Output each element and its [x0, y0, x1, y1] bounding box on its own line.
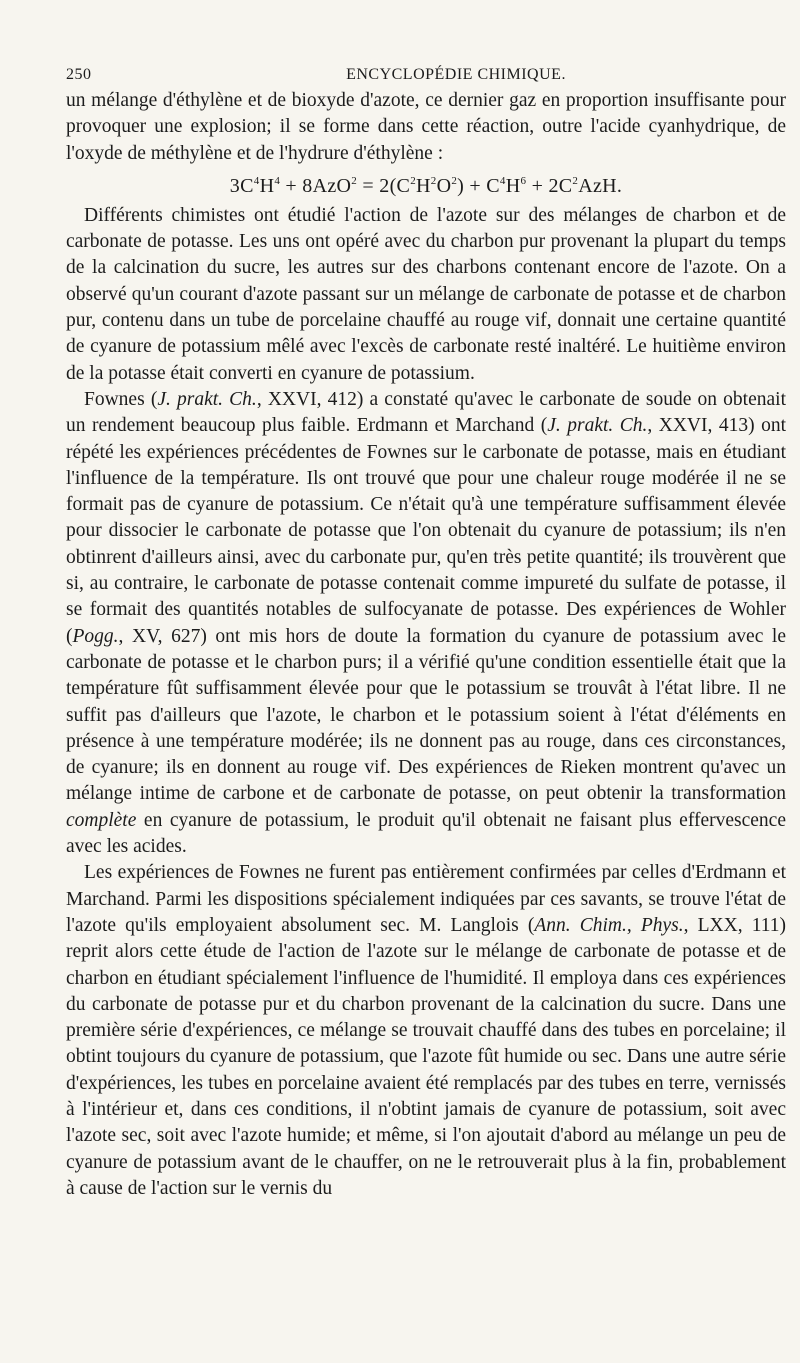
paragraph-1: un mélange d'éthylène et de bioxyde d'azote, ce dernier gaz en proportion insuffisante pour provoquer une explosion; il se forme dans cette réaction, outre l'acide cyanhydrique, de l'oxyde de méthylène et de l'hydrure d'éthylène : [66, 90, 786, 164]
chemical-equation: $3C^4H^4 + 8AzO^2 = 2(C^2H^2O^2) + C^4H^6 + 2C^2AzH$. [229, 174, 623, 197]
running-head [66, 58, 786, 88]
running-title: ENCYCLOPÉDIE CHIMIQUE. [346, 66, 566, 83]
emphasis: complète [66, 809, 137, 831]
citation: Ann. Chim., Phys. [534, 914, 684, 936]
citation: J. prakt. Ch. [547, 415, 648, 437]
body-text [66, 88, 786, 1202]
page-number: 250 [66, 66, 92, 83]
paragraph-3: Fownes (J. prakt. Ch., XXVI, 412) a constaté qu'avec le carbonate de soude on obtenait un rendement beaucoup plus faible. Erdmann et Marchand (J. prakt. Ch., XXVI, 413) ont répété les expériences précédentes de Fownes sur le carbonate de potasse, mais en étudiant l'influence de la température. Ils ont trouvé que pour une chaleur rouge modérée il ne se formait pas de cyanure de potassium. Ce n'était qu'à une température suffisamment élevée pour dissocier le carbonate de potasse que l'on obtenait du cyanure de potassium; ils n'en obtinrent d'ailleurs ainsi, avec du carbonate pur, qu'en très petite quantité; ils trouvèrent que si, au contraire, le carbonate de potasse contenait comme impureté du sulfate de potasse, il se formait des quantités notables de sulfocyanate de potasse. Des expériences de Wohler (Pogg., XV, 627) ont mis hors de doute la formation du cyanure de potassium avec le carbonate de potasse et le charbon purs; il a vérifié qu'une condition essentielle était que la température fût suffisamment élevée pour que le potassium se trouvât à l'état libre. Il ne suffit pas d'ailleurs que l'azote, le charbon et le potassium soient à l'état d'éléments en présence à une température modérée; ils ne donnent pas au rouge, dans ces circonstances, de cyanure; ils en donnent au rouge vif. Des expériences de Rieken montrent qu'avec un mélange intime de carbone et de carbonate de potasse, on peut obtenir la transformation complète en cyanure de potassium, le produit qu'il obtenait ne faisant plus effervescence avec les acides. [66, 388, 787, 858]
paragraph-4: Les expériences de Fownes ne furent pas entièrement confirmées par celles d'Erdmann et Marchand. Parmi les dispositions spécialement indiquées par ces savants, se trouve l'état de l'azote qu'ils employaient absolument sec. M. Langlois (Ann. Chim., Phys., LXX, 111) reprit alors cette étude de l'action de l'azote sur le mélange de carbonate de potasse et de charbon en étudiant spécialement l'influence de l'humidité. Il employa dans ces expériences du carbonate de potasse pur et du charbon provenant de la calcination du sucre. Dans une première série d'expériences, ce mélange se trouvait chauffé dans des tubes en porcelaine; il obtint toujours du cyanure de potassium, que l'azote fût humide ou sec. Dans une autre série d'expériences, les tubes en porcelaine avaient été remplacés par des tubes en terre, vernissés à l'intérieur et, dans ces conditions, il n'obtint jamais de cyanure de potassium, soit avec l'azote sec, soit avec l'azote humide; et même, si l'on ajoutait d'abord au mélange un peu de cyanure de potassium avant de le chauffer, on ne le retrouverait plus à la fin, probablement à cause de l'action sur le vernis du [66, 862, 786, 1199]
citation: Pogg. [72, 625, 119, 647]
citation: J. prakt. Ch. [157, 388, 257, 410]
paragraph-2: Différents chimistes ont étudié l'action de l'azote sur des mélanges de charbon et de carbonate de potasse. Les uns ont opéré avec du charbon pur provenant la plupart du temps de la calcination du sucre, les autres sur des charbons contenant encore de l'azote. On a observé qu'un courant d'azote passant sur un mélange de carbonate de potasse et de charbon pur, contenu dans un tube de porcelaine chauffé au rouge vif, donnait une certaine quantité de cyanure de potassium mêlé avec l'excès de carbonate resté inaltéré. Le huitième environ de la potasse était converti en cyanure de potassium. [66, 204, 786, 384]
